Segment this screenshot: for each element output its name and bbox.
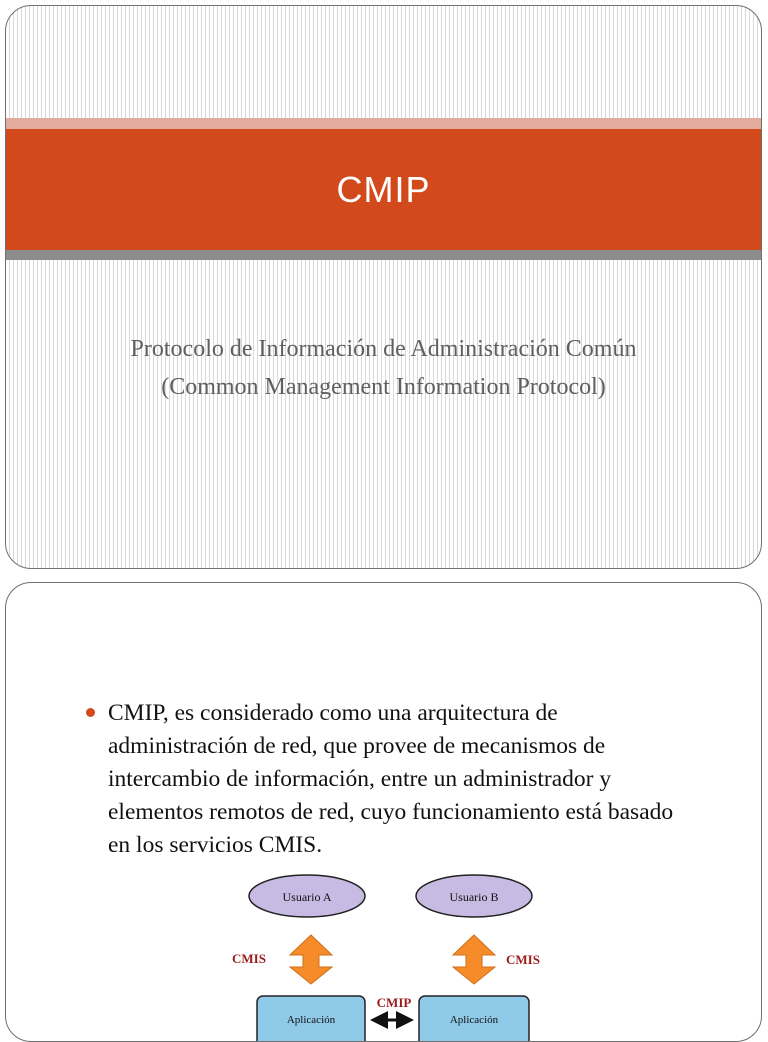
cmis-left-label: CMIS [232, 951, 266, 966]
bullet-line: elementos remotos de red, cuyo funcionamiento está basado [108, 799, 674, 825]
app-right-label: Aplicación [449, 1014, 499, 1026]
user-a-label: Usuario A [282, 890, 332, 904]
title-band [6, 129, 761, 250]
app-right-node [419, 996, 529, 1042]
user-a-node [249, 875, 365, 917]
title-slide [5, 5, 762, 569]
bullet-line: CMIP, es considerado como una arquitectura de [108, 700, 558, 726]
app-left-label: Aplicación [286, 1014, 336, 1026]
subtitle-line-1: Protocolo de Información de Administración Común [130, 336, 637, 362]
bullet-line: intercambio de información, entre un administrador y [108, 766, 612, 792]
cmis-right-label: CMIS [506, 952, 540, 967]
title-top-band [6, 118, 761, 129]
user-b-label: Usuario B [449, 890, 499, 904]
cmip-label: CMIP [376, 995, 412, 1010]
app-left-node [257, 996, 365, 1042]
slide-title: CMIP [336, 168, 431, 210]
bullet-line: en los servicios CMIS. [108, 832, 323, 858]
cmip-diagram [6, 583, 762, 1042]
slide-subtitle [6, 330, 761, 406]
bullet-line: administración de red, que provee de mecanismos de [108, 733, 606, 759]
subtitle-line-2: (Common Management Information Protocol) [161, 374, 606, 400]
left-double-arrow-icon [290, 935, 332, 984]
right-double-arrow-icon [453, 935, 495, 984]
user-b-node [416, 875, 532, 917]
content-slide [5, 582, 762, 1042]
title-bottom-band [6, 250, 761, 260]
